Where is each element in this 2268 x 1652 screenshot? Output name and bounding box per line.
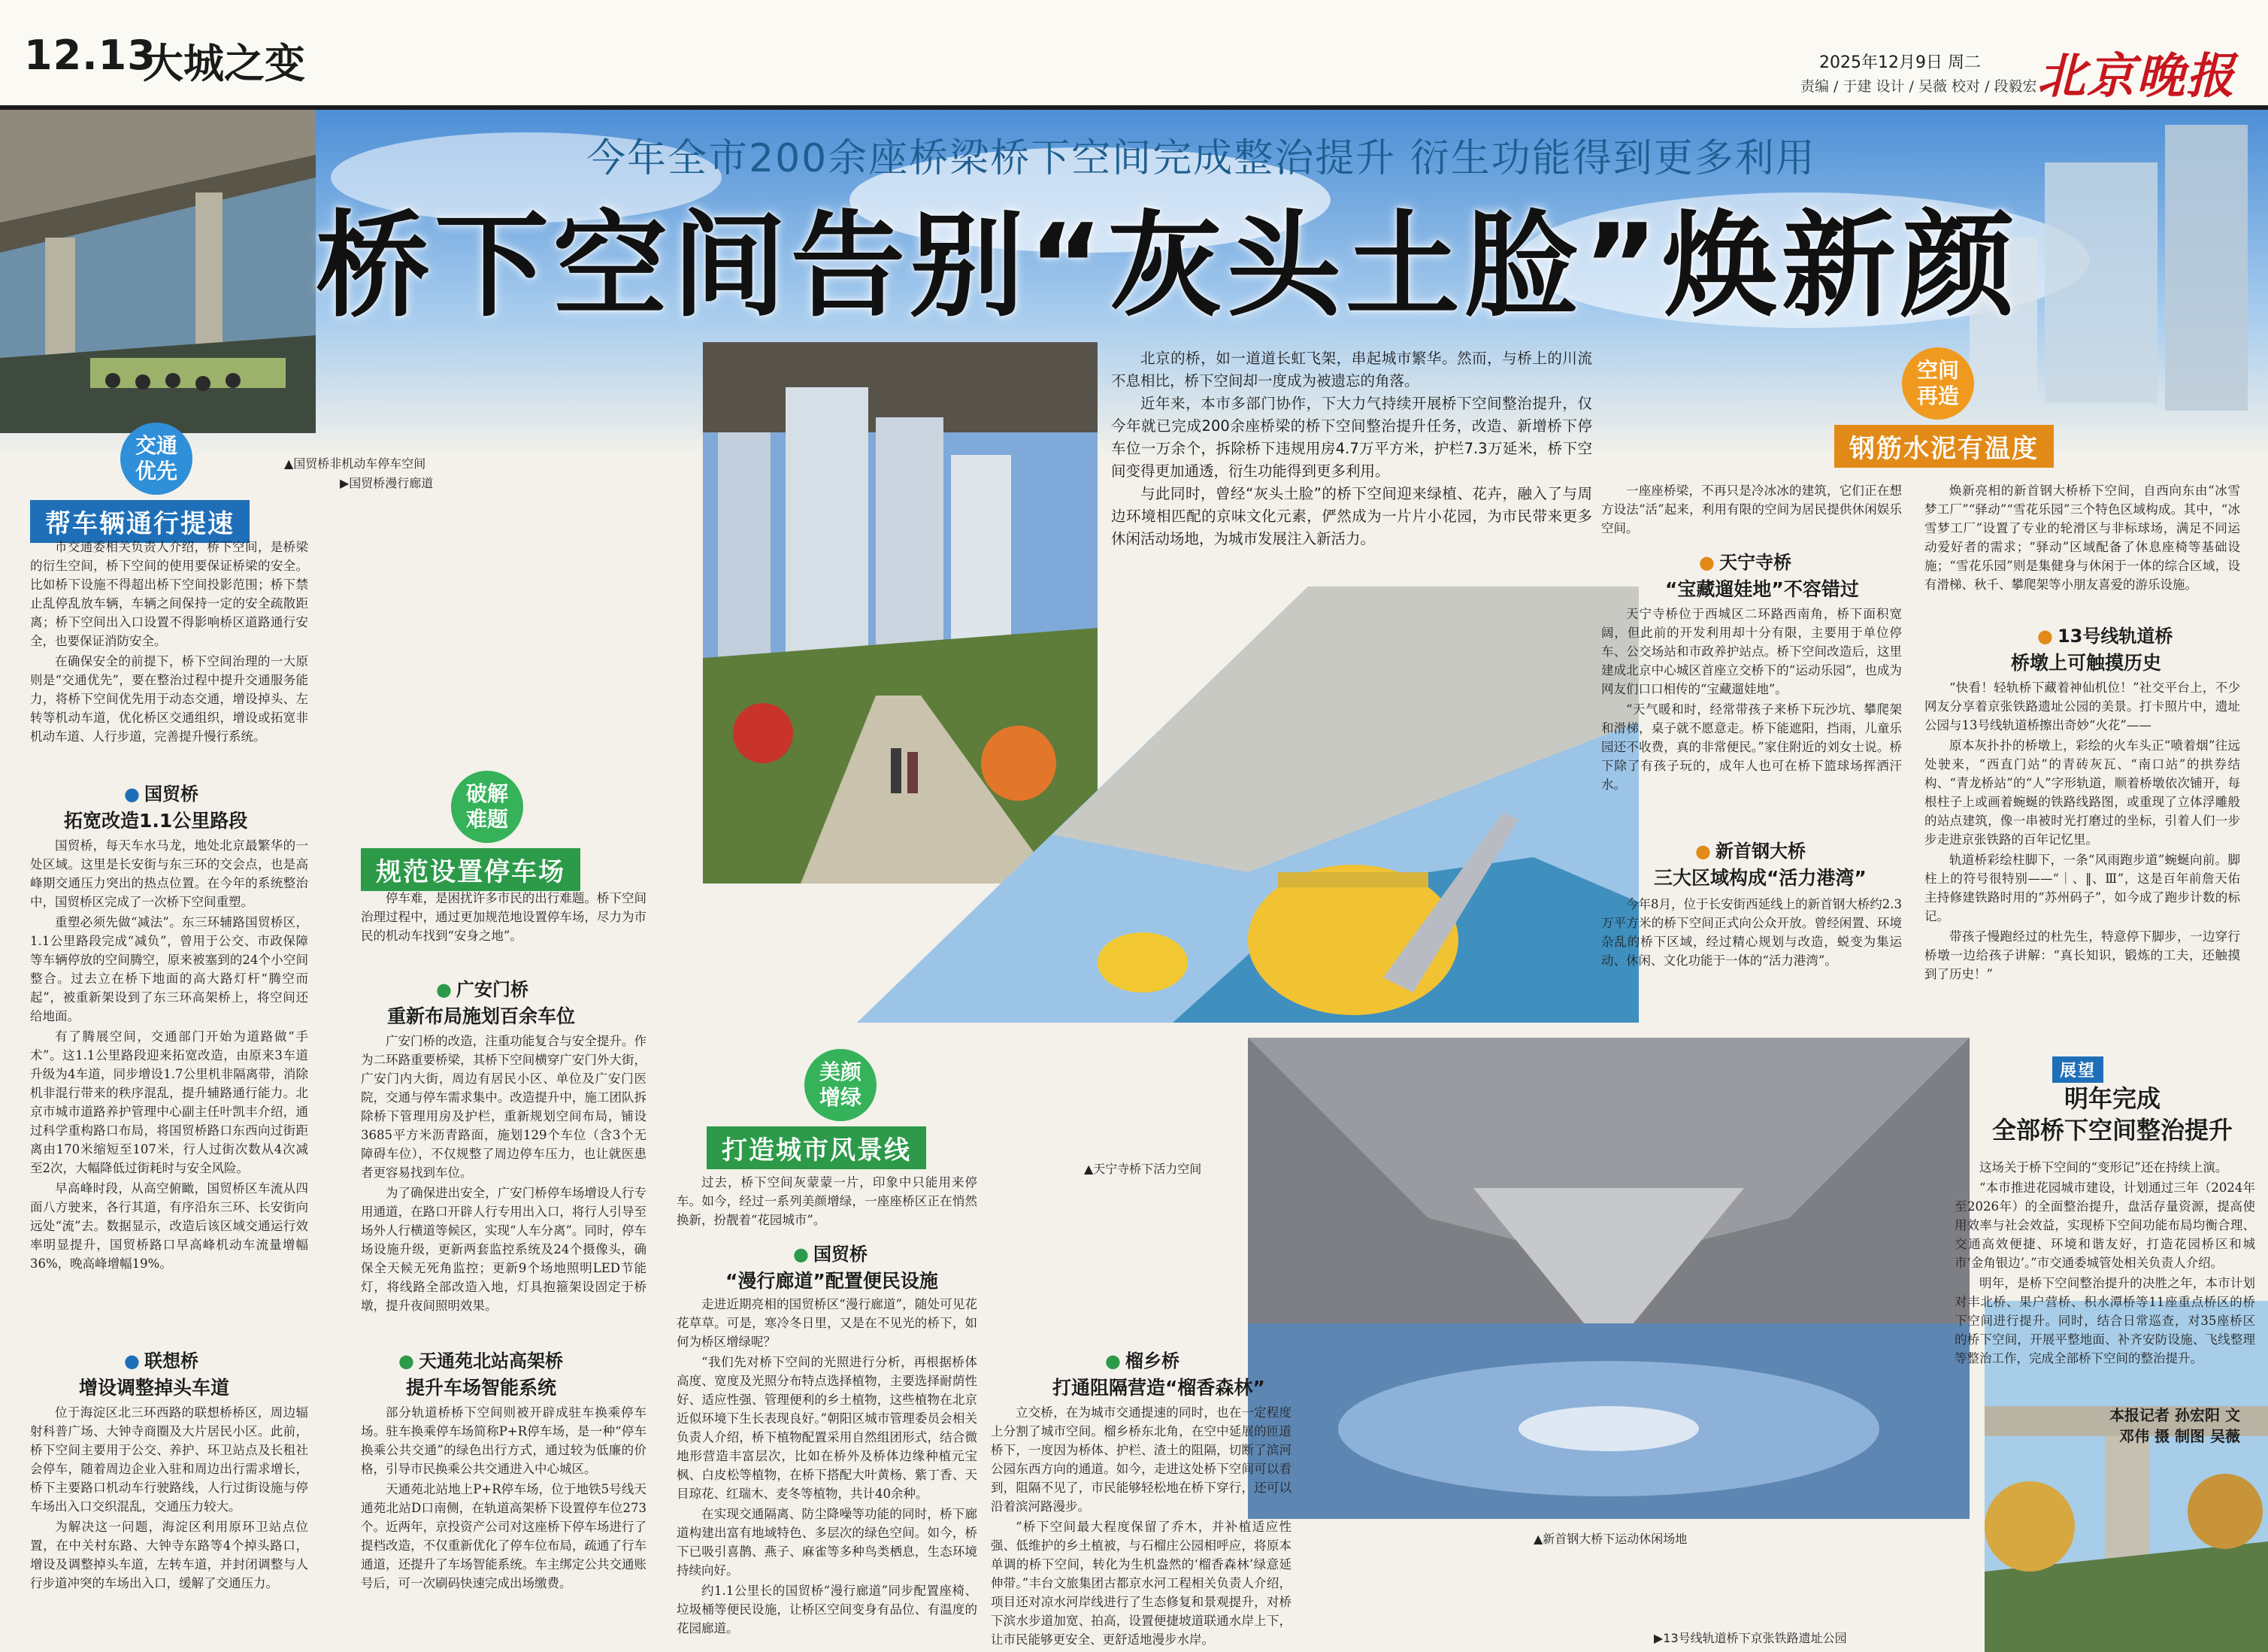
- section-badge-traffic: [120, 423, 192, 495]
- subhead-title-tianning: “宝藏遛娃地”不容错过: [1665, 578, 1859, 600]
- line13-body: [1924, 678, 2240, 1047]
- paragraph: 焕新亮相的新首钢大桥桥下空间，自西向东由“冰雪梦工厂”“驿动”“雪花乐园”三个特色区域构成。其中，“冰雪梦工厂”设置了专业的轮滑区与非标球场，满足不同运动爱好者的需求；“驿动”区域配备了休息座椅等基础设施；“雪花乐园”则是集健身与休闲于一体的综合区域，设有滑梯、秋千、攀爬架等小朋友喜爱的游乐设施。: [1924, 483, 2240, 592]
- paragraph: 早高峰时段，从高空俯瞰，国贸桥区车流从四面八方驶来，各行其道，有序沿东三环、长安街向远处“流”去。数据显示，改造后该区域交通运行效率明显提升，国贸桥路口早高峰机动车流量增幅36%，晚高峰增幅19%。: [30, 1181, 308, 1271]
- caption-guomao-parking: ▲国贸桥非机动车停车空间: [284, 456, 426, 471]
- paragraph: 走进近期亮相的国贸桥区“漫行廊道”，随处可见花花草草。可是，寒冷冬日里，又是在不见光的桥下，如何为桥区增绿呢？: [677, 1297, 977, 1349]
- paragraph: “桥下空间最大程度保留了乔木，并补植适应性强、低维护的乡土植被，与石榴庄公园相呼应，将原本单调的桥下空间，转化为生机盎然的‘榴香森林’绿意延伸带。”丰台文旅集团古都京水河工程相关负责人介绍，项目还对凉水河岸线进行了生态修复和景观提升，对桥下滨水步道加宽、拍高，设置便捷坡道联通水岸上下，让市民能够更安全、更舒适地漫步水岸。: [991, 1520, 1291, 1647]
- lead-paragraph: 与此同时，曾经“灰头土脸”的桥下空间迎来绿植、花卉，融入了与周边环境相匹配的京味文化元素，俨然成为一片片小花园，为市民带来更多休闲活动场地，为城市发展注入新活力。: [1111, 485, 1592, 547]
- paragraph: 明年，是桥下空间整治提升的决胜之年，本市计划对丰北桥、果户营桥、积水潭桥等11座重点桥区的桥下空间进行提升。同时，结合日常巡查，对35座桥区的桥下空间，开展平整地面、补齐安防设施、飞线整理等整治工作，完成全部桥下空间的整治提升。: [1955, 1276, 2255, 1366]
- paragraph: “本市推进花园城市建设，计划通过三年（2024年至2026年）的全面整治提升，盘活存量资源，提高使用效率与社会效益，实现桥下空间功能布局均衡合理、交通高效便捷、环境和谐友好，打造花园桥区和城市‘金角银边’。”市交通委城管处相关负责人介绍。: [1955, 1181, 2255, 1270]
- section-band-reuse: 钢筋水泥有温度: [1834, 425, 2054, 468]
- paragraph: 部分轨道桥桥下空间则被开辟成驻车换乘停车场。驻车换乘停车场简称P+R停车场，是一种“停车换乘公共交通”的绿色出行方式，通过较为低廉的价格，引导市民换乘公共交通进入中心城区。: [361, 1405, 646, 1476]
- traffic-intro: [30, 538, 308, 767]
- subhead-place-guanganmen: ● 广安门桥: [436, 975, 528, 1001]
- shougang-body-cont: [1924, 481, 2240, 609]
- subhead-place-guomao-corridor: ● 国贸桥: [793, 1239, 868, 1266]
- liuxiang-body: [991, 1403, 1291, 1647]
- paragraph: 立交桥，在为城市交通提速的同时，也在一定程度上分割了城市空间。榴乡桥东北角，在空中延展的匝道桥下，一度因为桥体、护栏、渣土的阻隔，切断了滨河公园东西方向的通道。如今，走进这处桥下空间可以看到，阻隔不见了，市民能够轻松地在桥下穿行，还可以沿着滨河路漫步。: [991, 1405, 1291, 1514]
- byline: [1955, 1405, 2240, 1447]
- caption-tianning: ▲天宁寺桥下活力空间: [1084, 1162, 1202, 1176]
- caption-shougang: ▲新首钢大桥下运动休闲场地: [1534, 1532, 1688, 1546]
- paragraph: 轨道桥彩绘柱脚下，一条“风雨跑步道”蜿蜒向前。脚柱上的符号很特别——“｜、‖、Ⅲ”，这是百年前詹天佑主持修建铁路时用的“苏州码子”，如今成了跑步计数的标记。: [1924, 853, 2240, 923]
- subhead-place-tiantongyuan: ● 天通苑北站高架桥: [398, 1346, 563, 1372]
- paragraph: 原本灰扑扑的桥墩上，彩绘的火车头正“喷着烟”往远处驶来，“西直门站”的青砖灰瓦、“南口站”的拱券结构、“青龙桥站”的“人”字形轨道，顺着桥墩依次铺开，每根柱子上或画着蜿蜒的铁路线路图，或重现了立体浮雕般的站点建筑，像一串被时光打磨过的坐标，引着人们一步步走进京张铁路的百年记忆里。: [1924, 738, 2240, 847]
- subhead-title-liuxiang: 打通阻隔营造“榴香森林”: [1052, 1377, 1265, 1399]
- section-band-parking: 规范设置停车场: [361, 848, 580, 891]
- shougang-bridge-photo: [1248, 1038, 1970, 1519]
- lead-paragraph: 北京的桥，如一道道长虹飞架，串起城市繁华。然而，与桥上的川流不息相比，桥下空间却一度成为被遗忘的角落。: [1111, 350, 1592, 390]
- shougang-body: [1601, 895, 1902, 1023]
- section-badge-label: 美颜 增绿: [819, 1059, 861, 1110]
- lianxiang-body: [30, 1403, 308, 1644]
- paragraph: 天通苑北站地上P+R停车场，位于地铁5号线天通苑北站D口南侧，在轨道高架桥下设置停车位273个。近两年，京投资产公司对这座桥下停车场进行了提档改造，不仅重新优化了停车位布局，疏通了行车通道，还提升了车场智能系统。车主绑定公共交通账号后，可一次刷码快速完成出场缴费。: [361, 1482, 646, 1590]
- paragraph: 在实现交通隔离、防尘降噪等功能的同时，桥下廊道构建出富有地域特色、多层次的绿色空间。如今，桥下已吸引喜鹊、燕子、麻雀等多种鸟类栖息，生态环境持续向好。: [677, 1507, 977, 1578]
- subhead-place-guomao: ● 国贸桥: [124, 779, 198, 805]
- section-badge-reuse: [1902, 347, 1974, 420]
- subhead-title-guomao: 拓宽改造1.1公里路段: [64, 810, 248, 832]
- section-name: 大城之变: [143, 40, 305, 87]
- headline-title: 桥下空间告别“灰头土脸”焕新颜: [316, 199, 2019, 332]
- byline-reporter: 本报记者 孙宏阳 文: [2109, 1406, 2240, 1424]
- paragraph: “天气暖和时，经常带孩子来桥下玩沙坑、攀爬架和滑梯，桌子就不愿意走。桥下能遮阳，挡雨，儿童乐园还不收费，真的非常便民。”家住附近的刘女士说。桥下除了有孩子玩的，成年人也可在桥下篮球场挥洒汗水。: [1601, 702, 1902, 792]
- subhead-place-tianning: ● 天宁寺桥: [1699, 547, 1791, 574]
- subhead-place-liuxiang: ● 榴乡桥: [1105, 1346, 1179, 1372]
- section-band-greening: 打造城市风景线: [707, 1126, 926, 1169]
- tiantongyuan-body: [361, 1403, 646, 1644]
- section-band-traffic: 帮车辆通行提速: [30, 500, 250, 543]
- article-lead: [1111, 347, 1592, 573]
- headline-subtitle: 今年全市200余座桥梁桥下空间完成整治提升 衍生功能得到更多利用: [586, 136, 1816, 181]
- subhead-title-tiantongyuan: 提升车场智能系统: [406, 1377, 557, 1399]
- subhead-place-lianxiang: ● 联想桥: [124, 1346, 198, 1372]
- tianning-playground-photo: [857, 587, 1639, 1023]
- outlook-title: [1977, 1083, 2248, 1146]
- paragraph: 为了确保进出安全，广安门桥停车场增设人行专用通道，在路口开辟人行专用出入口，将行人引导至场外人行横道等候区，实现“人车分离”。同时，停车场设施升级，更新两套监控系统及24个摄像头，确保全天候无死角监控；更新9个场地照明LED节能灯，将线路全部改造入地，灯具抱箍架设固定于桥墩，提升夜间照明效果。: [361, 1186, 646, 1313]
- paragraph: 在确保安全的前提下，桥下空间治理的一大原则是“交通优先”，要在整治过程中提升交通服务能力，将桥下空间优先用于动态交通，增设掉头、左转等机动车道，优化桥区交通组织，增设或拓宽非机动车道、人行步道，完善提升慢行系统。: [30, 654, 308, 744]
- paragraph: 市交通委相关负责人介绍，桥下空间，是桥梁的衍生空间，桥下空间的使用要保证桥梁的安全。比如桥下设施不得超出桥下空间投影范围；桥下禁止乱停乱放车辆，车辆之间保持一定的安全疏散距离；桥下空间出入口设置不得影响桥区道路通行安全，也要保证消防安全。: [30, 540, 308, 648]
- paragraph: 带孩子慢跑经过的杜先生，特意停下脚步，一边穿行桥墩一边给孩子讲解：“真长知识，锻炼的工夫，还触摸到了历史！”: [1924, 929, 2240, 981]
- paragraph: 重塑必须先做“减法”。东三环辅路国贸桥区，1.1公里路段完成“减负”，曾用于公交、市政保障等车辆停放的空间腾空，原来被塞到的24个小空间整合。过去立在桥下地面的高大路灯杆“腾空而起”，被重新架设到了东三环高架桥上，将空间还给地面。: [30, 915, 308, 1023]
- guomao-body: [30, 836, 308, 1317]
- paragraph: 位于海淀区北三环西路的联想桥桥区，周边辐射科普广场、大钟寺商圈及大片居民小区。此前，桥下空间主要用于公交、养护、环卫站点及长租社会停车，随着周边企业入驻和周边出行需求增长，桥下主要路口机动车行驶路线，人行过街设施与停车场出入口交织混乱，交通压力较大。: [30, 1405, 308, 1514]
- outlook-body: [1955, 1158, 2255, 1391]
- caption-guomao-corridor: ▶国贸桥漫行廊道: [340, 476, 434, 490]
- paragraph: 这场关于桥下空间的“变形记”还在持续上演。: [1979, 1160, 2228, 1175]
- reuse-intro: [1601, 481, 1902, 541]
- section-badge-parking: [451, 771, 523, 843]
- paragraph: 广安门桥的改造，注重功能复合与安全提升。作为二环路重要桥梁，其桥下空间横穿广安门外大街，广安门内大街，周边有居民小区、单位及广安门医院，交通与停车需求集中。改造提升中，施工团队拆除桥下管理用房及护栏，重新规划空间布局，铺设3685平方米沥青路面，施划129个车位（含3个无障碍车位），不仅规整了周边停车压力，也让就医患者更容易找到车位。: [361, 1034, 646, 1180]
- paragraph: “快看！轻轨桥下藏着神仙机位！”社交平台上，不少网友分享着京张铁路遗址公园的美景。打卡照片中，遗址公园与13号线轨道桥擦出奇妙“火花”——: [1924, 681, 2240, 732]
- paragraph: 国贸桥，每天车水马龙，地处北京最繁华的一处区域。这里是长安街与东三环的交会点，也是高峰期交通压力突出的热点位置。在今年的系统整治中，国贸桥区完成了一次桥下空间重塑。: [30, 838, 308, 909]
- subhead-title-lianxiang: 增设调整掉头车道: [79, 1377, 230, 1399]
- guanganmen-body: [361, 1032, 646, 1332]
- outlook-title-line1: 明年完成: [2064, 1084, 2161, 1113]
- paragraph: 有了腾展空间，交通部门开始为道路做“手术”。这1.1公里路段迎来拓宽改造，由原来3车道升级为4车道，同步增设1.7公里机非隔离带，消除机非混行带来的秩序混乱，提升辅路通行能力。北京市城市道路养护管理中心副主任叶凯丰介绍，通过科学重构路口布局，将国贸桥路口东西向过街距离由170米缩短至107米，行人过街次数从4次减至2次，大幅降低过街耗时与安全风险。: [30, 1029, 308, 1175]
- paragraph: 一座座桥梁，不再只是冷冰冰的建筑，它们正在想方设法“活”起来，利用有限的空间为居民提供休闲娱乐空间。: [1601, 483, 1902, 535]
- subhead-place-shougang: ● 新首钢大桥: [1695, 836, 1806, 862]
- paragraph: 为解决这一问题，海淀区利用原环卫站点位置，在中关村东路、大钟寺东路等4个掉头路口，增设及调整掉头车道，左转车道，并封闭调整与人行步道冲突的车场出入口，缓解了交通压力。: [30, 1520, 308, 1590]
- section-badge-label: 空间 再造: [1916, 358, 1959, 408]
- staff-credits: 责编 / 于建 设计 / 吴薇 校对 / 段毅宏: [1800, 78, 2037, 95]
- subhead-title-line13: 桥墩上可触摸历史: [2011, 652, 2162, 674]
- section-badge-label: 破解 难题: [465, 781, 508, 832]
- lead-paragraph: 近年来，本市多部门协作，下大力气持续开展桥下空间整治提升，仅今年就已完成200余座桥梁的桥下空间整治提升任务，改造、新增桥下停车位一万余个，拆除桥下违规用房4.7万平方米，护栏7.3万延米，桥下空间变得更加通透，衍生功能得到更多利用。: [1111, 395, 1592, 480]
- guomao-bridge-photo: [0, 110, 316, 433]
- subhead-title-guomao-corridor: “漫行廊道”配置便民设施: [725, 1270, 938, 1292]
- section-badge-greening: [804, 1049, 877, 1121]
- section-badge-label: 交通 优先: [135, 433, 177, 483]
- subhead-title-guanganmen: 重新布局施划百余车位: [387, 1005, 576, 1027]
- paragraph: 今年8月，位于长安街西延线上的新首钢大桥约2.3万平方米的桥下空间正式向公众开放。曾经闲置、环境杂乱的桥下区域，经过精心规划与改造，蜕变为集运动、休闲、文化功能于一体的“活力港湾”。: [1601, 897, 1902, 968]
- paragraph: “我们先对桥下空间的光照进行分析，再根据桥体高度、宽度及光照分布特点选择植物，主要选择耐荫性好、适应性强、管理便利的乡土植物，这些植物在北京近似环境下生长表现良好。”朝阳区城市管理委员会相关负责人介绍，桥下植物配置采用自然组团形式，结合微地形营造丰富层次，比如在桥外及桥体边缘种植元宝枫、白皮松等植物，在桥下搭配大叶黄杨、紫丁香、天目琼花、红瑞木、麦冬等植物，共计40余种。: [677, 1355, 977, 1501]
- byline-photo: 邓伟 摄 制图 吴薇: [2119, 1427, 2240, 1445]
- issue-date: 12.13: [24, 32, 156, 79]
- paragraph: 过去，桥下空间灰蒙蒙一片，印象中只能用来停车。如今，经过一系列美颜增绿，一座座桥区正在悄然换新，扮靓着“花园城市”。: [677, 1175, 977, 1227]
- guomao-corridor-body: [677, 1295, 977, 1647]
- subhead-place-line13: ● 13号线轨道桥: [2037, 621, 2173, 647]
- masthead-logo: 北京晚报: [2037, 48, 2236, 105]
- parking-intro: [361, 889, 646, 964]
- caption-line13: ▶13号线轨道桥下京张铁路遗址公园: [1654, 1631, 1847, 1645]
- tianning-body: [1601, 605, 1902, 830]
- outlook-tag: 展望: [2052, 1056, 2103, 1083]
- paragraph: 约1.1公里长的国贸桥“漫行廊道”同步配置座椅、垃圾桶等便民设施，让桥区空间变身有品位、有温度的花园廊道。: [677, 1584, 977, 1635]
- paragraph: 停车难，是困扰许多市民的出行难题。桥下空间治理过程中，通过更加规范地设置停车场，尽力为市民的机动车找到“安身之地”。: [361, 891, 646, 943]
- publication-date: 2025年12月9日 周二: [1819, 53, 1981, 72]
- outlook-title-line2: 全部桥下空间整治提升: [1991, 1116, 2233, 1144]
- paragraph: 天宁寺桥位于西城区二环路西南角，桥下面积宽阔，但此前的开发利用却十分有限，主要用于单位停车、公交场站和市政养护站点。桥下空间改造后，这里建成北京中心城区首座立交桥下的“运动乐园”，也成为网友们口口相传的“宝藏遛娃地”。: [1601, 607, 1902, 696]
- greening-intro: [677, 1173, 977, 1233]
- subhead-title-shougang: 三大区域构成“活力港湾”: [1654, 867, 1867, 889]
